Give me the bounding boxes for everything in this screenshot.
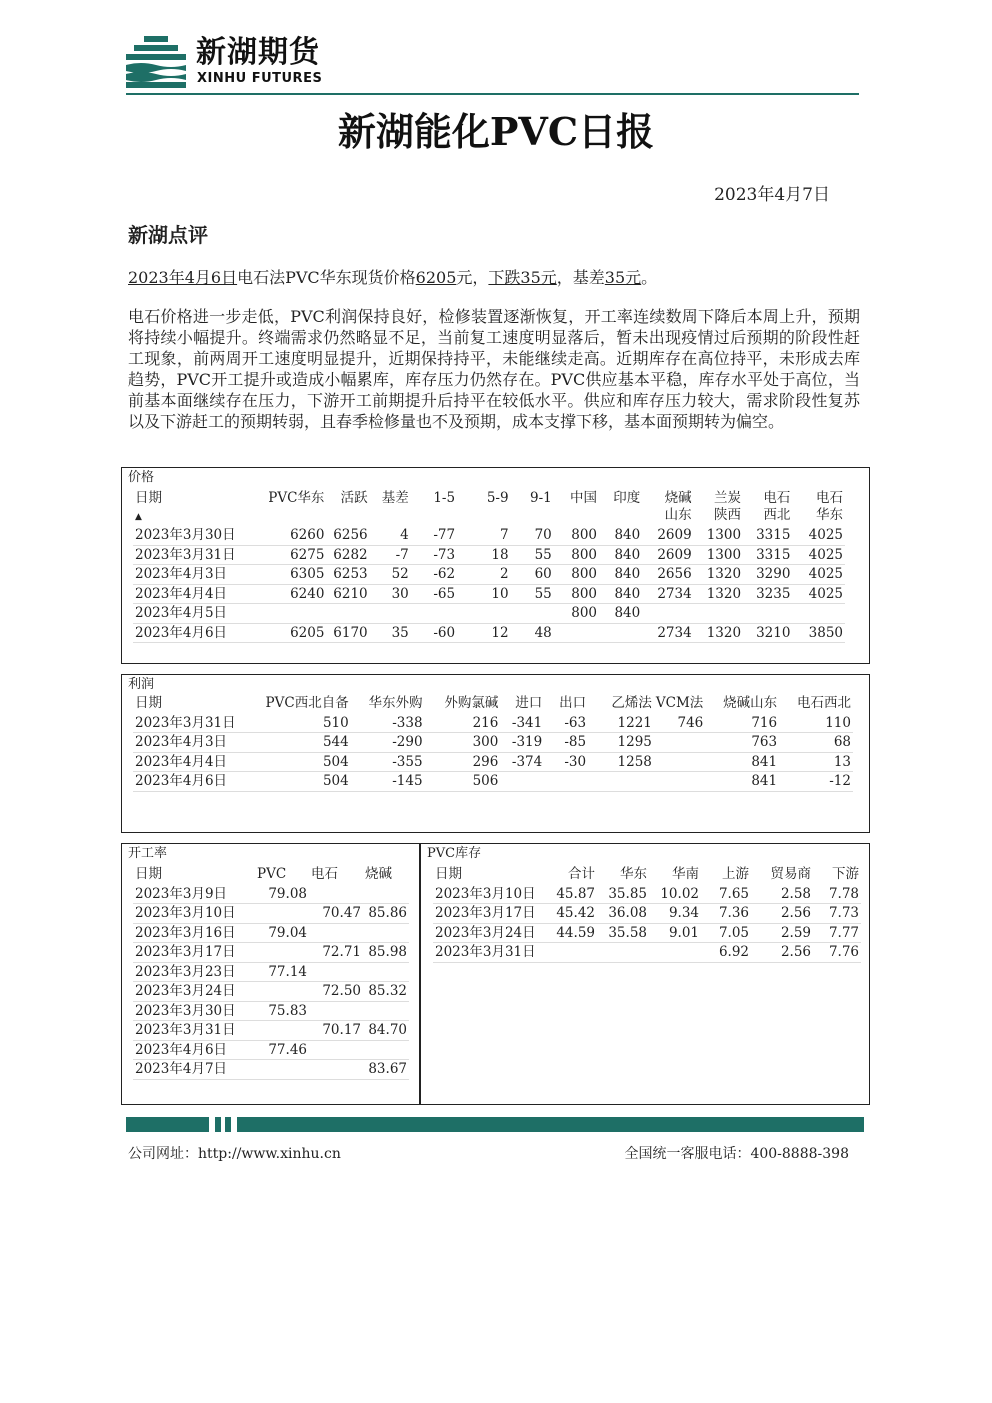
table-cell: 6256 xyxy=(326,526,369,545)
profit-header-cell: 华东外购 xyxy=(368,695,423,711)
table-cell: 3315 xyxy=(743,526,792,545)
price-header-label: 山东 xyxy=(664,507,692,523)
row-date: 2023年3月10日 xyxy=(133,904,255,924)
row-date: 2023年3月23日 xyxy=(133,962,255,982)
table-cell: 6205 xyxy=(261,623,327,643)
inventory-title: PVC库存 xyxy=(427,846,482,861)
table-cell xyxy=(545,943,597,963)
table-cell: 10 xyxy=(457,584,511,604)
table-cell xyxy=(588,772,654,792)
table-row xyxy=(133,1021,409,1041)
table-row xyxy=(133,584,845,604)
table-cell: 3290 xyxy=(743,565,792,585)
row-date: 2023年4月4日 xyxy=(133,584,261,604)
table-cell: 7.76 xyxy=(813,943,861,963)
table-cell: 7.65 xyxy=(701,885,751,904)
table-cell xyxy=(363,1001,409,1021)
table-cell xyxy=(511,604,554,624)
table-cell: 2734 xyxy=(642,584,693,604)
table-cell: -319 xyxy=(500,733,544,753)
table-cell: 35.85 xyxy=(597,885,649,904)
table-row xyxy=(133,1060,409,1080)
profit-table-box xyxy=(121,674,870,833)
table-cell xyxy=(411,604,457,624)
price-header-cell xyxy=(326,490,369,526)
table-cell: 216 xyxy=(425,714,501,733)
table-cell: 55 xyxy=(511,584,554,604)
table-cell: 52 xyxy=(370,565,411,585)
table-cell xyxy=(743,604,792,624)
table-row xyxy=(133,904,409,924)
operating-rate-title: 开工率 xyxy=(128,846,168,861)
table-cell xyxy=(694,604,743,624)
table-cell: 44.59 xyxy=(545,923,597,943)
table-cell: 7.73 xyxy=(813,904,861,924)
table-row xyxy=(133,752,853,772)
price-header-cell xyxy=(511,490,554,526)
headline-change: 下跌35元 xyxy=(488,268,557,287)
table-cell: 84.70 xyxy=(363,1021,409,1041)
table-cell: 10.02 xyxy=(649,885,701,904)
table-cell: 4 xyxy=(370,526,411,545)
row-date: 2023年4月6日 xyxy=(133,623,261,643)
table-cell: 60 xyxy=(511,565,554,585)
row-date: 2023年4月4日 xyxy=(133,752,261,772)
table-cell: 30 xyxy=(370,584,411,604)
table-cell xyxy=(255,1060,309,1080)
table-cell: 4025 xyxy=(792,565,845,585)
table-cell: 296 xyxy=(425,752,501,772)
operating-header-cell: 日期 xyxy=(135,866,162,882)
row-date: 2023年4月6日 xyxy=(133,1040,255,1060)
table-cell: -145 xyxy=(351,772,425,792)
row-date: 2023年4月6日 xyxy=(133,772,261,792)
table-cell: 6.92 xyxy=(701,943,751,963)
table-cell: 70 xyxy=(511,526,554,545)
table-cell: 110 xyxy=(779,714,853,733)
inventory-header-cell: 下游 xyxy=(832,866,859,882)
row-date: 2023年3月17日 xyxy=(433,904,545,924)
table-cell xyxy=(309,1001,363,1021)
commentary-paragraph: 电石价格进一步走低，PVC利润保持良好，检修装置逐渐恢复，开工率连续数周下降后本周上升，预期将持续小幅提升。终端需求仍然略显不足，当前复工速度明显落后，暂未出现疫情过后预期的阶段性赶工现象，前两周开工速度明显提升，近期保持持平，未能继续走高。近期库存在高位持平，未形成去库趋势，PVC开工提升或造成小幅累库，库存压力仍然存在。PVC供应基本平稳，库存水平处于高位，当前基本面继续存在压力，下游开工前期提升后持平在较低水平。供应和库存压力较大，需求阶段性复苏以及下游赶工的预期转弱，且春季检修量也不及预期，成本支撑下移，基本面预期转为偏空。 xyxy=(128,307,860,431)
table-cell: -85 xyxy=(544,733,588,753)
table-cell: 1295 xyxy=(588,733,654,753)
table-cell xyxy=(642,604,693,624)
table-cell: 504 xyxy=(261,752,351,772)
table-row xyxy=(133,565,845,585)
table-cell: 9.34 xyxy=(649,904,701,924)
table-row xyxy=(433,904,861,924)
table-cell: 72.71 xyxy=(309,943,363,963)
row-date: 2023年4月3日 xyxy=(133,733,261,753)
price-header-cell xyxy=(457,490,511,526)
price-header-label: 陕西 xyxy=(714,507,742,523)
table-cell: -62 xyxy=(411,565,457,585)
price-header-label: 电石 xyxy=(816,490,843,506)
price-header-label: 中国 xyxy=(570,490,598,506)
inventory-header-cell: 上游 xyxy=(722,866,749,882)
table-cell xyxy=(792,604,845,624)
profit-header-cell: 出口 xyxy=(559,695,587,711)
profit-header-cell: PVC西北自备 xyxy=(265,695,349,711)
table-row xyxy=(133,772,853,792)
inventory-header-cell: 贸易商 xyxy=(770,866,811,882)
table-cell: 1258 xyxy=(588,752,654,772)
table-cell: 6305 xyxy=(261,565,327,585)
table-cell: 70.17 xyxy=(309,1021,363,1041)
profit-table-title: 利润 xyxy=(128,677,155,692)
table-cell: 7.36 xyxy=(701,904,751,924)
table-cell: 840 xyxy=(599,565,642,585)
profit-header-cell: 进口 xyxy=(515,695,543,711)
table-cell: 7 xyxy=(457,526,511,545)
table-cell xyxy=(544,772,588,792)
table-row xyxy=(133,623,845,643)
headline-basis-label: ，基差 xyxy=(556,268,605,287)
table-cell: 1221 xyxy=(588,714,654,733)
operating-rate-table xyxy=(133,866,409,1080)
logo-english: XINHU FUTURES xyxy=(197,71,323,86)
table-cell xyxy=(500,772,544,792)
table-cell: -12 xyxy=(779,772,853,792)
headline-end: 。 xyxy=(641,268,658,287)
price-table xyxy=(133,490,845,643)
profit-header-cell: 烧碱山东 xyxy=(723,695,778,711)
profit-header-cell: VCM法 xyxy=(655,695,704,711)
price-header-cell xyxy=(411,490,457,526)
footer-website[interactable]: 公司网址：http://www.xinhu.cn xyxy=(128,1146,341,1162)
table-cell: 35 xyxy=(370,623,411,643)
table-row xyxy=(433,923,861,943)
table-cell: 85.32 xyxy=(363,982,409,1002)
table-cell xyxy=(363,923,409,943)
row-date: 2023年3月16日 xyxy=(133,923,255,943)
table-cell: -338 xyxy=(351,714,425,733)
operating-rate-box xyxy=(121,843,420,1105)
table-cell: 746 xyxy=(654,714,705,733)
table-cell: 7.77 xyxy=(813,923,861,943)
operating-header-cell: 烧碱 xyxy=(365,866,392,882)
row-date: 2023年3月31日 xyxy=(133,1021,255,1041)
row-date: 2023年3月24日 xyxy=(133,982,255,1002)
profit-table xyxy=(133,695,853,792)
table-cell xyxy=(649,943,701,963)
profit-header-cell: 外购氯碱 xyxy=(444,695,499,711)
price-header-cell xyxy=(743,490,792,526)
row-date: 2023年3月17日 xyxy=(133,943,255,963)
table-cell: -355 xyxy=(351,752,425,772)
table-row xyxy=(433,885,861,904)
table-cell: 3315 xyxy=(743,545,792,565)
table-cell: 4025 xyxy=(792,584,845,604)
table-cell xyxy=(309,923,363,943)
footer-hotline: 全国统一客服电话：400-8888-398 xyxy=(624,1146,849,1162)
table-cell: 2.59 xyxy=(751,923,813,943)
table-cell: 55 xyxy=(511,545,554,565)
table-cell xyxy=(255,982,309,1002)
table-cell: 68 xyxy=(779,733,853,753)
price-table-title: 价格 xyxy=(128,470,155,485)
row-date: 2023年3月10日 xyxy=(433,885,545,904)
price-header-cell xyxy=(642,490,693,526)
table-row xyxy=(133,923,409,943)
sort-asc-icon[interactable]: ▲ xyxy=(135,512,142,522)
row-date: 2023年3月9日 xyxy=(133,885,255,904)
table-cell xyxy=(309,1060,363,1080)
price-header-cell xyxy=(261,490,327,526)
table-row xyxy=(133,943,409,963)
table-cell: 800 xyxy=(554,584,599,604)
price-header-cell xyxy=(599,490,642,526)
table-cell: -73 xyxy=(411,545,457,565)
table-cell: 75.83 xyxy=(255,1001,309,1021)
header-divider xyxy=(126,93,859,95)
table-cell: 79.04 xyxy=(255,923,309,943)
table-cell: 2656 xyxy=(642,565,693,585)
table-cell: -63 xyxy=(544,714,588,733)
table-cell: 800 xyxy=(554,565,599,585)
price-header-label: 西北 xyxy=(763,507,791,523)
table-cell xyxy=(363,1040,409,1060)
table-cell xyxy=(363,885,409,904)
price-header-label: 基差 xyxy=(381,490,409,506)
footer-bar xyxy=(126,1117,864,1132)
table-cell: -7 xyxy=(370,545,411,565)
report-title: 新湖能化PVC日报 xyxy=(337,109,655,154)
price-header-cell xyxy=(370,490,411,526)
table-cell: 18 xyxy=(457,545,511,565)
inventory-table xyxy=(433,866,861,963)
table-cell: 300 xyxy=(425,733,501,753)
headline-text: 电石法PVC华东现货价格 xyxy=(237,268,416,287)
table-cell: 6282 xyxy=(326,545,369,565)
operating-header-cell: PVC xyxy=(257,866,287,882)
table-cell: 12 xyxy=(457,623,511,643)
table-cell xyxy=(363,962,409,982)
table-cell: 3235 xyxy=(743,584,792,604)
row-date: 2023年3月31日 xyxy=(133,714,261,733)
price-header-label: 兰炭 xyxy=(714,490,742,506)
table-cell xyxy=(309,962,363,982)
table-cell: 544 xyxy=(261,733,351,753)
row-date: 2023年3月30日 xyxy=(133,1001,255,1021)
table-cell: 2.58 xyxy=(751,885,813,904)
price-header-label: 印度 xyxy=(613,490,641,506)
table-cell: 6170 xyxy=(326,623,369,643)
table-cell: 7.05 xyxy=(701,923,751,943)
table-cell: 1320 xyxy=(694,623,743,643)
table-cell: 2734 xyxy=(642,623,693,643)
inventory-header-row xyxy=(433,866,861,885)
row-date: 2023年4月7日 xyxy=(133,1060,255,1080)
table-cell: 83.67 xyxy=(363,1060,409,1080)
inventory-header-cell: 华南 xyxy=(672,866,699,882)
table-cell xyxy=(654,752,705,772)
price-header-cell xyxy=(133,490,261,526)
table-cell: 841 xyxy=(705,752,779,772)
table-cell: -290 xyxy=(351,733,425,753)
table-cell xyxy=(554,623,599,643)
table-cell: 506 xyxy=(425,772,501,792)
table-cell: 840 xyxy=(599,584,642,604)
table-cell xyxy=(597,943,649,963)
table-cell: -77 xyxy=(411,526,457,545)
price-header-cell xyxy=(554,490,599,526)
row-date: 2023年3月24日 xyxy=(433,923,545,943)
operating-header-cell: 电石 xyxy=(311,866,338,882)
table-cell: 1320 xyxy=(694,584,743,604)
table-cell: -60 xyxy=(411,623,457,643)
headline-date: 2023年4月6日 xyxy=(128,268,238,287)
table-cell: 2609 xyxy=(642,545,693,565)
inventory-header-cell: 华东 xyxy=(620,866,647,882)
table-cell xyxy=(255,1021,309,1041)
table-cell: 13 xyxy=(779,752,853,772)
price-header-label: 5-9 xyxy=(486,490,509,506)
table-cell: 77.46 xyxy=(255,1040,309,1060)
table-cell: 716 xyxy=(705,714,779,733)
table-cell: 48 xyxy=(511,623,554,643)
table-cell: 3850 xyxy=(792,623,845,643)
table-cell: 85.98 xyxy=(363,943,409,963)
price-header-date: 日期 xyxy=(135,490,162,506)
table-cell: 840 xyxy=(599,604,642,624)
table-cell: 36.08 xyxy=(597,904,649,924)
row-date: 2023年3月31日 xyxy=(133,545,261,565)
price-header-label: 华东 xyxy=(816,507,843,523)
table-cell: 7.78 xyxy=(813,885,861,904)
profit-header-row xyxy=(133,695,853,714)
table-cell: 6260 xyxy=(261,526,327,545)
table-cell xyxy=(255,943,309,963)
price-header-label: 电石 xyxy=(763,490,791,506)
table-cell xyxy=(309,1040,363,1060)
price-header-label: 1-5 xyxy=(433,490,456,506)
table-cell xyxy=(599,623,642,643)
price-header-row xyxy=(133,490,845,526)
table-cell: 2.56 xyxy=(751,943,813,963)
table-cell: 72.50 xyxy=(309,982,363,1002)
table-cell: -65 xyxy=(411,584,457,604)
table-cell xyxy=(255,904,309,924)
table-cell: 3210 xyxy=(743,623,792,643)
table-cell: 840 xyxy=(599,545,642,565)
price-header-cell xyxy=(792,490,845,526)
table-cell: 2 xyxy=(457,565,511,585)
logo-mark xyxy=(126,36,186,88)
price-header-cell xyxy=(694,490,743,526)
table-cell: 6240 xyxy=(261,584,327,604)
table-cell xyxy=(309,885,363,904)
table-cell: 77.14 xyxy=(255,962,309,982)
price-header-label: 9-1 xyxy=(530,490,552,506)
table-cell: 9.01 xyxy=(649,923,701,943)
table-cell: -341 xyxy=(500,714,544,733)
inventory-header-cell: 合计 xyxy=(568,866,595,882)
table-cell: 1300 xyxy=(694,545,743,565)
table-cell: 2609 xyxy=(642,526,693,545)
row-date: 2023年4月3日 xyxy=(133,565,261,585)
table-cell: 1300 xyxy=(694,526,743,545)
table-cell: 35.58 xyxy=(597,923,649,943)
table-cell xyxy=(654,772,705,792)
table-cell: 6253 xyxy=(326,565,369,585)
table-row xyxy=(133,604,845,624)
row-date: 2023年4月5日 xyxy=(133,604,261,624)
table-cell xyxy=(370,604,411,624)
headline xyxy=(128,266,657,290)
table-row xyxy=(133,962,409,982)
operating-header-row xyxy=(133,866,409,885)
price-header-label: PVC华东 xyxy=(268,490,325,506)
table-row xyxy=(133,526,845,545)
profit-header-cell: 日期 xyxy=(135,695,162,711)
table-cell: 79.08 xyxy=(255,885,309,904)
logo-chinese: 新湖期货 xyxy=(196,35,320,70)
table-row xyxy=(133,1040,409,1060)
table-cell: 45.42 xyxy=(545,904,597,924)
headline-unit: 元， xyxy=(456,268,489,287)
table-row xyxy=(133,733,853,753)
table-cell: 763 xyxy=(705,733,779,753)
headline-basis-value: 35元 xyxy=(604,268,642,287)
table-cell: 4025 xyxy=(792,545,845,565)
table-cell: 510 xyxy=(261,714,351,733)
table-row xyxy=(433,943,861,963)
headline-price: 6205 xyxy=(415,268,457,287)
table-cell: 800 xyxy=(554,604,599,624)
table-row xyxy=(133,714,853,733)
table-cell: 800 xyxy=(554,526,599,545)
table-cell: -374 xyxy=(500,752,544,772)
table-cell: 840 xyxy=(599,526,642,545)
table-row xyxy=(133,982,409,1002)
table-cell xyxy=(654,733,705,753)
row-date: 2023年3月31日 xyxy=(433,943,545,963)
table-cell: -30 xyxy=(544,752,588,772)
report-date: 2023年4月7日 xyxy=(714,185,830,205)
price-header-label: 活跃 xyxy=(340,490,368,506)
table-cell: 6275 xyxy=(261,545,327,565)
table-cell: 4025 xyxy=(792,526,845,545)
section-title: 新湖点评 xyxy=(128,223,208,247)
inventory-box xyxy=(420,843,870,1105)
table-cell: 841 xyxy=(705,772,779,792)
table-cell xyxy=(326,604,369,624)
table-cell: 2.56 xyxy=(751,904,813,924)
row-date: 2023年3月30日 xyxy=(133,526,261,545)
table-cell xyxy=(457,604,511,624)
table-cell: 70.47 xyxy=(309,904,363,924)
table-cell xyxy=(261,604,327,624)
table-cell: 85.86 xyxy=(363,904,409,924)
table-cell: 504 xyxy=(261,772,351,792)
price-header-label: 烧碱 xyxy=(664,490,692,506)
table-cell: 1320 xyxy=(694,565,743,585)
table-row xyxy=(133,1001,409,1021)
table-row xyxy=(133,885,409,904)
table-cell: 45.87 xyxy=(545,885,597,904)
table-cell: 800 xyxy=(554,545,599,565)
table-row xyxy=(133,545,845,565)
table-cell: 6210 xyxy=(326,584,369,604)
inventory-header-cell: 日期 xyxy=(435,866,462,882)
profit-header-cell: 乙烯法 xyxy=(611,695,652,711)
price-table-box xyxy=(121,467,870,664)
profit-header-cell: 电石西北 xyxy=(797,695,851,711)
